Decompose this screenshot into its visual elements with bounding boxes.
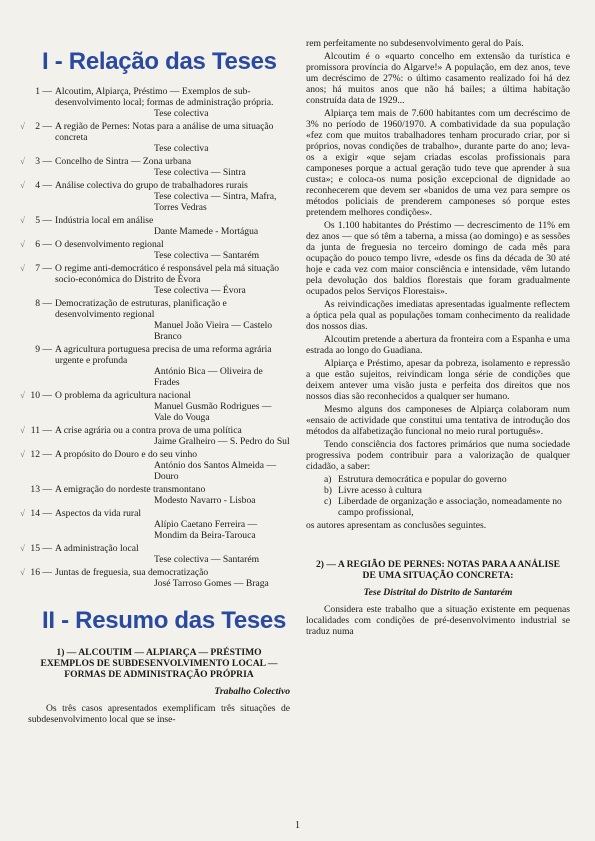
- summary-1-paragraph: Os três casos apresentados exemplificam três situações de subdesenvolvimento local que se inse-: [28, 703, 290, 725]
- left-column: [20, 40, 290, 727]
- paragraph: Os 1.100 habitantes do Préstimo — decrescimento de 11% em dez anos — que só têm a taberna, a missa (ao domingo) e as sessões da junta de freguesia no terceiro domingo de cada mês para ocupação do pouco tempo livre, «desde os fins da década de 30 até hoje e cada vez com maior consciência e intensidade, vêm lutando pela devolução dos baldios florestais que foram gradualmente ocupados pelos Serviços Florestais».: [306, 220, 570, 297]
- check-mark-icon: √: [20, 449, 25, 459]
- thesis-item: [20, 390, 290, 423]
- thesis-author: José Tarroso Gomes — Braga: [154, 578, 269, 589]
- thesis-item: [20, 239, 290, 261]
- thesis-item: [20, 215, 290, 237]
- paragraph: Considera este trabalho que a situação existente em pequenas localidades com condições de pré-desenvolvimento industrial se traduz numa: [306, 604, 570, 637]
- thesis-author: Jaime Gralheiro — S. Pedro do Sul: [154, 436, 290, 447]
- thesis-title: Análise colectiva do grupo de trabalhadores rurais: [55, 180, 248, 191]
- check-mark-icon: √: [20, 508, 25, 518]
- factor-text: Livre acesso à cultura: [338, 485, 422, 496]
- thesis-number: √ 3 —: [20, 156, 52, 167]
- check-mark-icon: √: [20, 567, 25, 577]
- thesis-author: Alípio Caetano Ferreira — Mondim da Beira-Tarouca: [154, 519, 258, 541]
- check-mark-icon: √: [20, 390, 25, 400]
- thesis-author: Modesto Navarro - Lisboa: [154, 495, 256, 506]
- section1-heading: I - Relação das Teses: [42, 48, 277, 75]
- thesis-item: [28, 298, 290, 342]
- paragraph: os autores apresentam as conclusões seguintes.: [306, 520, 487, 531]
- thesis-title: O regime anti-democrático é responsável pela má situação socio-económica do Distrito de Évora: [55, 263, 280, 285]
- thesis-number: √ 2 —: [20, 121, 52, 132]
- thesis-number: 8 —: [35, 298, 52, 309]
- factor-item: [324, 485, 570, 496]
- thesis-title: Juntas de freguesia, sua democratização: [55, 567, 209, 578]
- thesis-item: [20, 425, 290, 447]
- thesis-item: [20, 180, 290, 213]
- thesis-title: Indústria local em análise: [55, 215, 154, 226]
- check-mark-icon: √: [20, 543, 25, 553]
- check-mark-icon: √: [20, 425, 25, 435]
- thesis-author: Tese colectiva: [154, 143, 209, 154]
- check-mark-icon: √: [20, 121, 25, 131]
- thesis-title: A crise agrária ou a contra prova de uma política: [55, 425, 242, 436]
- thesis-title: A emigração do nordeste transmontano: [55, 484, 206, 495]
- page-number: 1: [295, 820, 300, 831]
- factor-key: b): [324, 485, 332, 496]
- thesis-author: Tese colectiva — Santarém: [154, 250, 260, 261]
- factor-item: [324, 496, 570, 518]
- thesis-title: O problema da agricultura nacional: [55, 390, 191, 401]
- factors-list: [306, 474, 570, 518]
- thesis-number: √ 10 —: [20, 390, 52, 401]
- thesis-item: [20, 156, 290, 178]
- check-mark-icon: √: [20, 215, 25, 225]
- thesis-number: √ 6 —: [20, 239, 52, 250]
- factor-text: Estrutura democrática e popular do governo: [338, 474, 507, 485]
- thesis-title: Alcoutim, Alpiarça, Préstimo — Exemplos de sub-desenvolvimento local; formas de administração própria.: [55, 86, 274, 108]
- thesis-author: Tese colectiva — Sintra: [154, 167, 246, 178]
- thesis-title: Aspectos da vida rural: [55, 508, 142, 519]
- summary-1-heading: 1) — ALCOUTIM — ALPIARÇA — PRÉSTIMO EXEMPLOS DE SUBDESENVOLVIMENTO LOCAL — FORMAS DE ADMINISTRAÇÃO PRÓPRIA: [40, 647, 278, 680]
- thesis-author: António Bica — Oliveira de Frades: [154, 366, 263, 388]
- thesis-number: √ 4 —: [20, 180, 52, 191]
- summary-2-heading: 2) — A REGIÃO DE PERNES: NOTAS PARA A ANÁLISE DE UMA SITUAÇÃO CONCRETA:: [315, 559, 561, 581]
- thesis-number: 1 —: [35, 86, 52, 97]
- check-mark-icon: √: [20, 263, 25, 273]
- thesis-title: A administração local: [55, 543, 139, 554]
- thesis-number: √ 15 —: [20, 543, 52, 554]
- factor-text: Liberdade de organização e associação, nomeadamente no campo profissional,: [338, 496, 562, 518]
- check-mark-icon: √: [20, 180, 25, 190]
- thesis-author: Manuel João Vieira — Castelo Branco: [154, 320, 273, 342]
- thesis-title: A região de Pernes: Notas para a análise de uma situação concreta: [55, 121, 274, 143]
- thesis-author: Tese colectiva — Santarém: [154, 554, 260, 565]
- factor-item: [324, 474, 570, 485]
- thesis-number: √ 12 —: [20, 449, 52, 460]
- thesis-number: 13 —: [30, 484, 52, 495]
- thesis-title: Democratização de estruturas, planificação e desenvolvimento regional: [55, 298, 227, 320]
- paragraph: Alcoutim pretende a abertura da fronteira com a Espanha e uma estrada ao longo do Guadiana.: [306, 334, 570, 356]
- factor-key: a): [324, 474, 332, 485]
- summary-2-byline: Tese Distrital do Distrito de Santarém: [363, 587, 513, 598]
- thesis-author: Manuel Gusmão Rodrigues — Vale do Vouga: [154, 401, 272, 423]
- thesis-item: [20, 263, 290, 296]
- paragraph: Tendo consciência dos factores primários que numa sociedade progressiva podem contribuir para a valorização de qualquer cidadão, a saber:: [306, 439, 570, 472]
- thesis-item: [28, 86, 290, 119]
- paragraph: Alcoutim é o «quarto concelho em extensão da turística e promissora província do Algarve!» A população, em dez anos, teve um decréscimo de 27%: o último casamento realizado foi há dez anos; há muitos anos que não há bailes; a última habitação construída data de 1929...: [306, 51, 570, 106]
- paragraph: As reivindicações imediatas apresentadas igualmente reflectem a óptica pela qual as populações tomam conhecimento da realidade dos nossos dias.: [306, 299, 570, 332]
- right-column: [306, 38, 570, 639]
- thesis-item: [20, 543, 290, 565]
- thesis-number: √ 11 —: [20, 425, 52, 436]
- thesis-title: A propósito do Douro e do seu vinho: [55, 449, 198, 460]
- paragraph: Alpiarça e Préstimo, apesar da pobreza, isolamento e repressão a que estão sujeitos, reivindicam longa série de condições que deixem antever uma visão justa e perfeita dos direitos que nos nossos dias são reconhecidos a qualquer ser humano.: [306, 358, 570, 402]
- thesis-author: Tese colectiva: [154, 108, 209, 119]
- factor-key: c): [324, 496, 332, 507]
- thesis-number: √ 7 —: [20, 263, 52, 274]
- section2-heading: II - Resumo das Teses: [42, 607, 287, 634]
- thesis-item: [20, 121, 290, 154]
- paragraph: Mesmo alguns dos camponeses de Alpiarça colaboram num «ensaio de actividade que constitui uma tentativa de introdução dos métodos da alfabetização funcional no meio rural português».: [306, 404, 570, 437]
- thesis-author: António dos Santos Almeida — Douro: [154, 460, 277, 482]
- thesis-item: [28, 344, 290, 388]
- thesis-author: Tese colectiva — Évora: [154, 285, 246, 296]
- thesis-number: √ 5 —: [20, 215, 52, 226]
- thesis-item: [20, 567, 290, 589]
- check-mark-icon: √: [20, 156, 25, 166]
- thesis-title: A agricultura portuguesa precisa de uma reforma agrária urgente e profunda: [55, 344, 272, 366]
- thesis-title: O desenvolvimento regional: [55, 239, 164, 250]
- thesis-author: Dante Mamede - Mortágua: [154, 226, 259, 237]
- thesis-number: √ 14 —: [20, 508, 52, 519]
- check-mark-icon: √: [20, 239, 25, 249]
- thesis-item: [28, 484, 290, 506]
- summary-1-byline: Trabalho Colectivo: [214, 686, 290, 697]
- thesis-item: [20, 449, 290, 482]
- thesis-author: Tese colectiva — Sintra, Mafra, Torres Vedras: [154, 191, 277, 213]
- theses-list: [20, 86, 290, 589]
- thesis-title: Concelho de Sintra — Zona urbana: [55, 156, 192, 167]
- thesis-number: √ 16 —: [20, 567, 52, 578]
- thesis-number: 9 —: [35, 344, 52, 355]
- thesis-item: [20, 508, 290, 541]
- paragraph: rem perfeitamente no subdesenvolvimento geral do País.: [306, 38, 524, 49]
- paragraph: Alpiarça tem mais de 7.600 habitantes com um decréscimo de 3% no período de 1960/1970. A combatividade da sua população «fez com que muitos trabalhadores tenham procurado criar, por si próprios, novas condições de trabalho», durante parte do ano; leva-os a exigir «que sejam criadas escolas profissionais para camponeses porque a actual geração tudo teve que aprender à sua custa»; e coloca-os numa posição excepcional de dignidade ao reconhecerem que devem ser «banidos de uma vez para sempre os métodos policiais de prenderem camponeses só porque estes pretendem melhores condições».: [306, 108, 570, 218]
